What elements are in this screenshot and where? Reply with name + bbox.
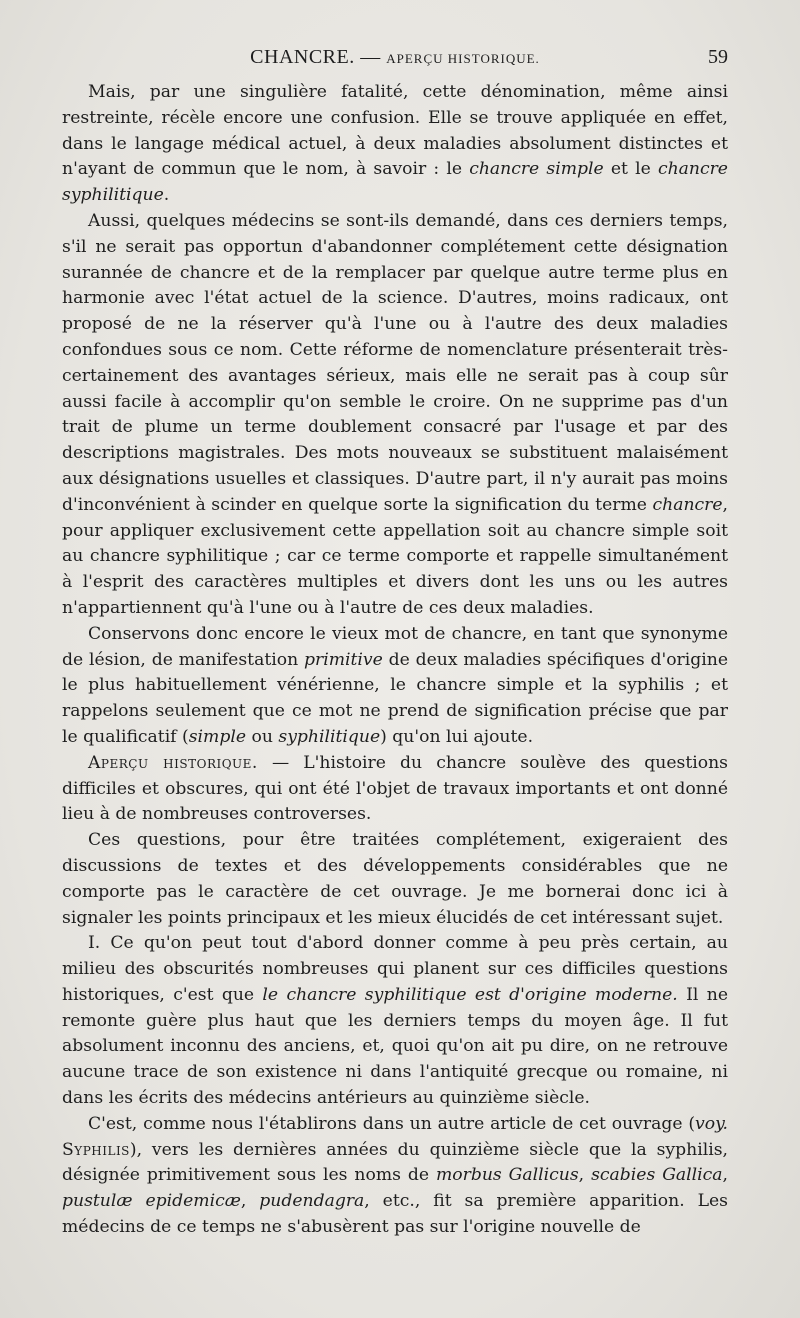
small-caps-text: Syphilis: [62, 1139, 130, 1160]
text-run: Il ne remonte guère plus haut que les derniers temps du moyen âge. Il fut absolument inconnu des anciens, et, quoi qu'on ait pu dire, on ne retrouve aucune trace de son existence ni dans l'antiquité grecque ou romaine, ni dans les écrits des médecins antérieurs au quinzième siècle.: [62, 984, 728, 1109]
text-run: ), vers les dernières années du quinzième siècle que la syphilis, désignée primitivement sous les noms de: [62, 1139, 728, 1186]
italic-text: scabies Gallica: [591, 1165, 723, 1186]
italic-text: primitive: [303, 649, 383, 670]
paragraph: [62, 751, 728, 828]
paragraph: [62, 931, 728, 1112]
text-run: Ces questions, pour être traitées complétement, exigeraient des discussions de textes et des développements considérables que ne comporte pas le caractère de cet ouvrage. Je me bornerai donc ici à signaler les points principaux et les mieux élucidés de cet intéressant sujet.: [62, 830, 728, 928]
header-subtitle: APERÇU HISTORIQUE.: [386, 51, 540, 66]
italic-text: pudendagra: [259, 1191, 365, 1212]
running-title: [62, 46, 728, 69]
text-run: Conservons donc encore le vieux mot de chancre, en tant que synonyme de lésion, de manifestation: [62, 623, 728, 670]
italic-text: pustulæ epidemicæ: [62, 1191, 241, 1212]
paragraph: [62, 1112, 728, 1241]
text-run: , pour appliquer exclusivement cette appellation soit au chancre simple soit au chancre syphilitique ; car ce terme comporte et rappelle simultanément à l'esprit des caractères multiples et divers dont les uns ou les autres n'appartiennent qu'à l'une ou à l'autre de ces deux maladies.: [62, 494, 728, 618]
small-caps-text: Aperçu historique.: [88, 752, 258, 773]
text-run: ,: [722, 1165, 729, 1186]
text-run: et le: [603, 159, 658, 180]
paragraph: [62, 80, 728, 209]
text-run: I. Ce qu'on peut tout d'abord donner comme à peu près certain, au milieu des obscurités nombreuses qui planent sur ces difficiles questions historiques, c'est que: [62, 933, 728, 1005]
text-run: C'est, comme nous l'établirons dans un autre article de cet ouvrage (: [88, 1113, 696, 1134]
italic-text: voy.: [695, 1113, 728, 1134]
text-run: .: [163, 185, 170, 206]
text-run: de deux maladies spécifiques d'origine le plus habituellement vénérienne, le chancre simple et la syphilis ; et rappelons seulement que ce mot ne prend de signification précise que par le qualificatif (: [62, 649, 728, 747]
text-run: Mais, par une singulière fatalité, cette dénomination, même ainsi restreinte, récèle encore une confusion. Elle se trouve appliquée en effet, dans le langage médical actuel, à deux maladies absolument distinctes et n'ayant de commun que le nom, à savoir : le: [62, 82, 728, 180]
italic-text: le chancre syphilitique est d'origine moderne.: [262, 984, 678, 1005]
body-text: [62, 80, 728, 1241]
italic-text: chancre: [652, 494, 723, 515]
text-run: Aussi, quelques médecins se sont-ils demandé, dans ces derniers temps, s'il ne serait pas opportun d'abandonner complétement cette désignation surannée de chancre et de la remplacer par quelque autre terme plus en harmonie avec l'état actuel de la science. D'autres, moins radicaux, ont proposé de ne la réserver qu'à l'une ou à l'autre des deux maladies confondues sous ce nom. Cette réforme de nomenclature présenterait très-certainement des avantages sérieux, mais elle ne serait pas à coup sûr aussi facile à accomplir qu'on semble le croire. On ne supprime pas d'un trait de plume un terme doublement consacré par l'usage et par des descriptions magistrales. Des mots nouveaux se substituent malaisément aux désignations usuelles et classiques. D'autre part, il n'y aurait pas moins d'inconvénient à scinder en quelque sorte la signification du terme: [62, 210, 728, 515]
italic-text: syphilitique: [278, 726, 381, 747]
header-dash: —: [360, 46, 381, 68]
text-run: ,: [578, 1165, 592, 1186]
running-header: [62, 46, 728, 76]
italic-text: simple: [188, 726, 247, 747]
italic-text: morbus Gallicus: [436, 1165, 579, 1186]
text-run: ) qu'on lui ajoute.: [380, 726, 534, 747]
paragraph: [62, 209, 728, 622]
italic-text: chancre syphilitique: [62, 159, 728, 206]
text-run: — L'histoire du chancre soulève des questions difficiles et obscures, qui ont été l'objet de travaux importants et ont donné lieu à de nombreuses controverses.: [62, 752, 728, 825]
paragraph: [62, 622, 728, 751]
header-title: CHANCRE.: [250, 46, 355, 68]
text-run: , etc., fit sa première apparition. Les médecins de ce temps ne s'abusèrent pas sur l'origine nouvelle de: [62, 1191, 728, 1238]
page-number: 59: [708, 46, 728, 68]
text-run: ,: [240, 1191, 260, 1212]
italic-text: chancre simple: [469, 159, 604, 180]
paragraph: [62, 828, 728, 931]
text-run: ou: [246, 726, 279, 747]
